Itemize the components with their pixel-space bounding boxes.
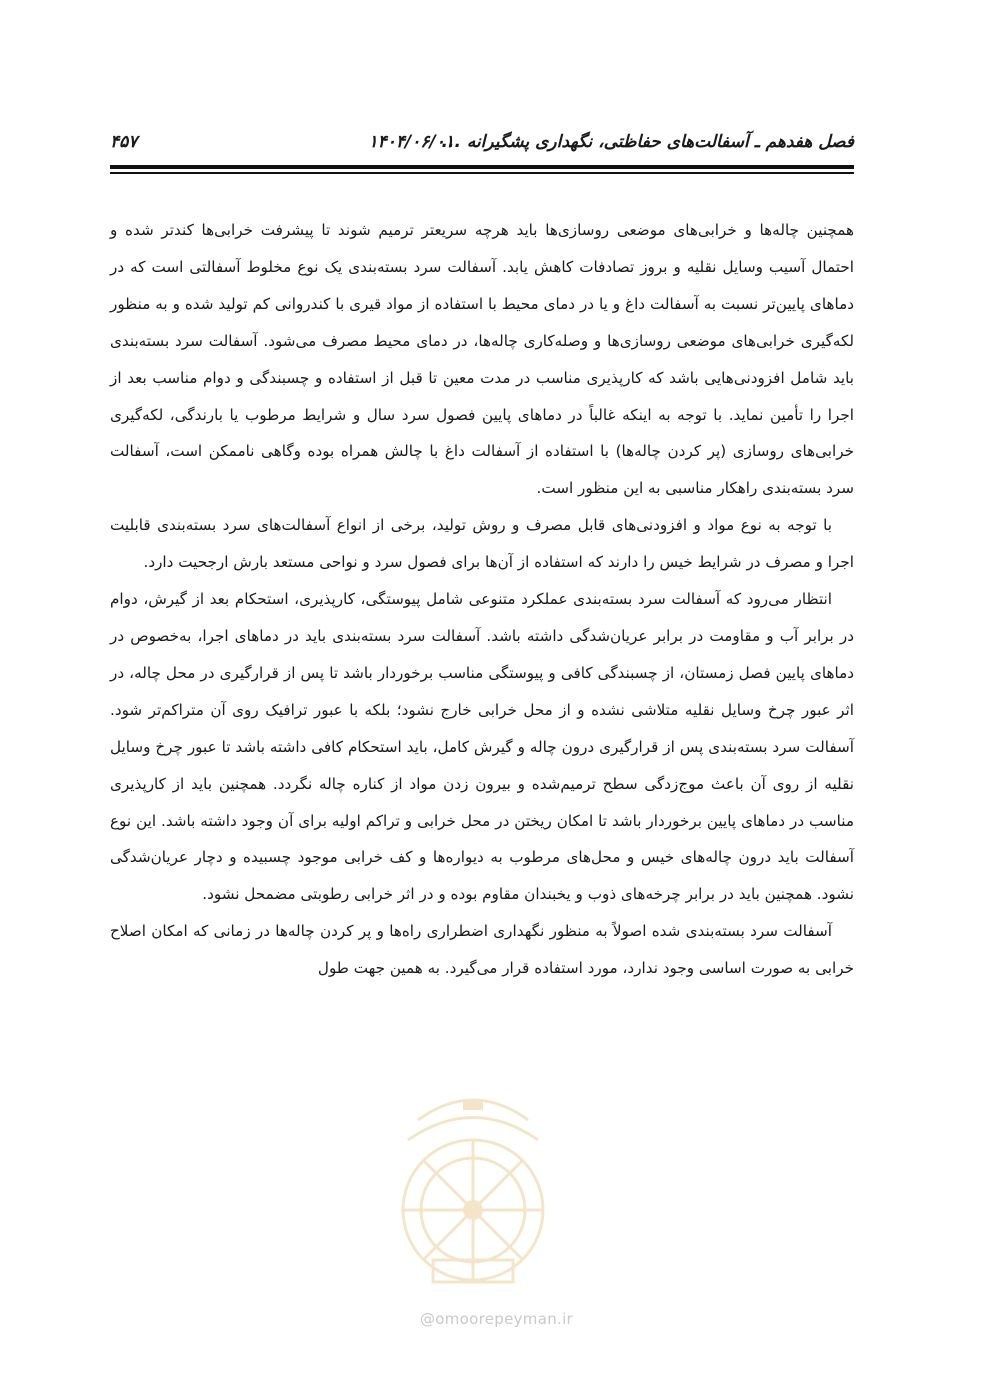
paragraph-4: آسفالت سرد بسته‌بندی شده اصولاً به منظور نگهداری اضطراری راه‌ها و پر کردن چاله‌ها در زمانی که امکان اصلاح خرابی به صورت اساسی وجود ندارد، مورد استفاده قرار می‌گیرد. به همین جهت طول [110,922,854,978]
page-number: ۴۵۷ [110,132,138,152]
body-text [110,212,854,987]
header-rule-thick [110,165,854,169]
paragraph-1: همچنین چاله‌ها و خرابی‌های موضعی روسازی‌ها باید هرچه سریعتر ترمیم شوند تا پیشرفت خرابی‌ها کندتر شده و احتمال آسیب وسایل نقلیه و بروز تصادفات کاهش یابد. آسفالت سرد بسته‌بندی یک نوع مخلوط آسفالتی است که در دماهای پایین‌تر نسبت به آسفالت داغ و یا در دمای محیط با استفاده از مواد قیری با کندروانی کم تولید شده و به منظور لکه‌گیری خرابی‌های موضعی روسازی‌ها و وصله‌کاری چاله‌ها، در دمای محیط مصرف می‌شود. آسفالت سرد بسته‌بندی باید شامل افزودنی‌هایی باشد که کارپذیری مناسب در مدت معین تا قبل از استفاده و چسبندگی و دوام مناسب بعد از اجرا را تأمین نماید. با توجه به اینکه غالباً در دماهای پایین فصول سرد سال و شرایط مرطوب یا بارندگی، لکه‌گیری خرابی‌های روسازی (پر کردن چاله‌ها) با استفاده از آسفالت داغ با چالش همراه بوده وگاهی ناممکن است، آسفالت سرد بسته‌بندی راهکار مناسبی به این منظور است. [110,221,854,498]
chapter-title: فصل هفدهم ـ آسفالت‌های حفاظتی، نگهداری پشگیرانه ... [441,132,854,152]
paragraph-2: با توجه به نوع مواد و افزودنی‌های قابل مصرف و روش تولید، برخی از انواع آسفالت‌های سرد بسته‌بندی قابلیت اجرا و مصرف در شرایط خیس را دارند که استفاده از آن‌ها برای فصول سرد و نواحی مستعد بارش ارجحیت دارد. [110,516,854,572]
paragraph-3: انتظار می‌رود که آسفالت سرد بسته‌بندی عملکرد متنوعی شامل پیوستگی، کارپذیری، استحکام بعد از گیرش، دوام در برابر آب و مقاومت در برابر عریان‌شدگی داشته باشد. آسفالت سرد بسته‌بندی باید در دماهای اجرا، به‌خصوص در دماهای پایین فصل زمستان، از چسبندگی کافی و پیوستگی مناسب برخوردار باشد تا پس از قرارگیری در محل چاله، در اثر عبور چرخ وسایل نقلیه متلاشی نشده و از محل خرابی خارج نشود؛ بلکه با عبور ترافیک روی آن متراکم‌تر شود. آسفالت سرد بسته‌بندی پس از قرارگیری درون چاله و گیرش کامل، باید استحکام کافی داشته باشد تا عبور چرخ وسایل نقلیه از روی آن باعث موج‌زدگی سطح ترمیم‌شده و بیرون زدن مواد از کناره چاله نگردد. همچنین باید از کارپذیری مناسب در دماهای پایین برخوردار باشد تا امکان ریختن در محل خرابی و تراکم اولیه برای آن وجود داشته باشد. این نوع آسفالت باید درون چاله‌های خیس و محل‌های مرطوب به دیواره‌ها و کف خرابی موجود چسبیده و دچار عریان‌شدگی نشود. همچنین باید در برابر چرخه‌های ذوب و یخبندان مقاوم بوده و در اثر خرابی رطوبتی مضمحل نشود. [110,590,854,904]
watermark-logo-icon [378,1060,568,1300]
watermark-url: @omoorepeyman.ir [419,1310,574,1328]
running-header [110,126,854,158]
header-date: ۱۴۰۴/۰۶/۰۱ [368,132,454,152]
header-rule-thin [110,172,854,174]
